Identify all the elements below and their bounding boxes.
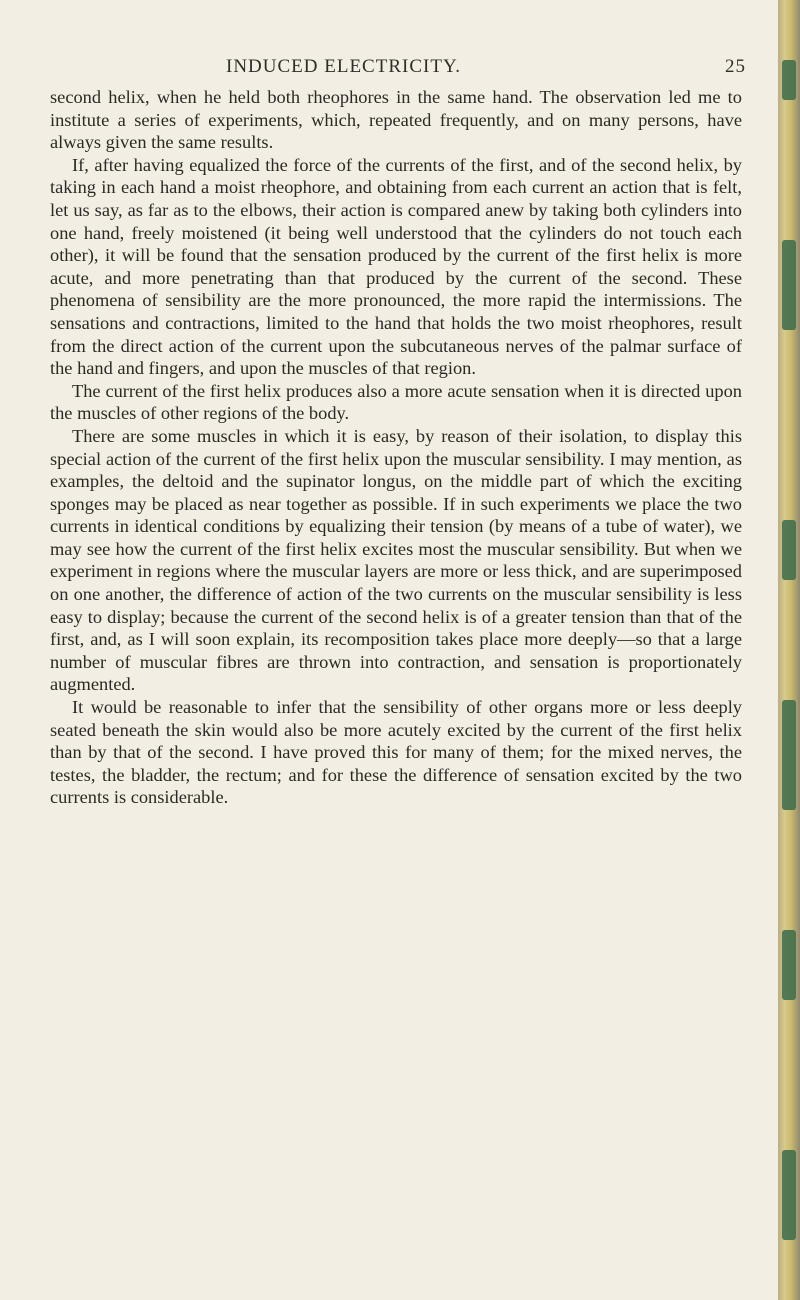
paragraph-2: If, after having equalized the force of the currents of the first, and of the second helix, by taking in each hand a moist rheophore, and obtaining from each current an action that is felt, let us say, as far as to the elbows, their action is compared anew by taking both cylinders into one hand, freely moistened (it being well understood that the cylinders do not touch each other), it will be found that the sensation produced by the current of the first helix is more acute, and more penetrating than that produced by the current of the second. These phenomena of sensibility are the more pronounced, the more rapid the intermissions. The sensations and contractions, limited to the hand that holds the two moist rheophores, result from the direct action of the current upon the subcutaneous nerves of the palmar surface of the hand and fingers, and upon the muscles of that region. [50,154,742,379]
body-text [50,86,742,809]
edge-mark [782,930,796,1000]
edge-mark [782,1150,796,1240]
edge-mark [782,520,796,580]
paragraph-5: It would be reasonable to infer that the sensibility of other organs more or less deeply seated beneath the skin would also be more acutely excited by the current of the first helix than by that of the second. I have proved this for many of them; for the mixed nerves, the testes, the bladder, the rectum; and for these the difference of sensation excited by the two currents is considerable. [50,697,742,808]
page-number: 25 [725,56,746,77]
running-head [226,56,746,80]
running-title: INDUCED ELECTRICITY. [226,56,461,77]
page-edge-strip [778,0,800,1300]
edge-mark [782,240,796,330]
paragraph-3: The current of the first helix produces also a more acute sensation when it is directed upon the muscles of other regions of the body. [50,380,742,424]
edge-mark [782,60,796,100]
paragraph-1: second helix, when he held both rheophores in the same hand. The observation led me to institute a series of experiments, which, repeated frequently, and on many persons, have always given the same results. [50,87,742,153]
paragraph-4: There are some muscles in which it is easy, by reason of their isolation, to display this special action of the current of the first helix upon the muscular sensibility. I may mention, as examples, the deltoid and the supinator longus, on the middle part of which the exciting sponges may be placed as near together as possible. If in such experiments we place the two currents in identical conditions by equalizing their tension (by means of a tube of water), we may see how the current of the first helix excites most the muscular sensibility. But when we experiment in regions where the muscular layers are more or less thick, and are superimposed on one another, the difference of action of the two currents on the muscular sensibility is less easy to display; because the current of the second helix is of a greater tension than that of the first, and, as I will soon explain, its recomposition takes place more deeply—so that a large number of muscular fibres are thrown into contraction, and sensation is proportionately augmented. [50,425,742,695]
edge-mark [782,700,796,810]
